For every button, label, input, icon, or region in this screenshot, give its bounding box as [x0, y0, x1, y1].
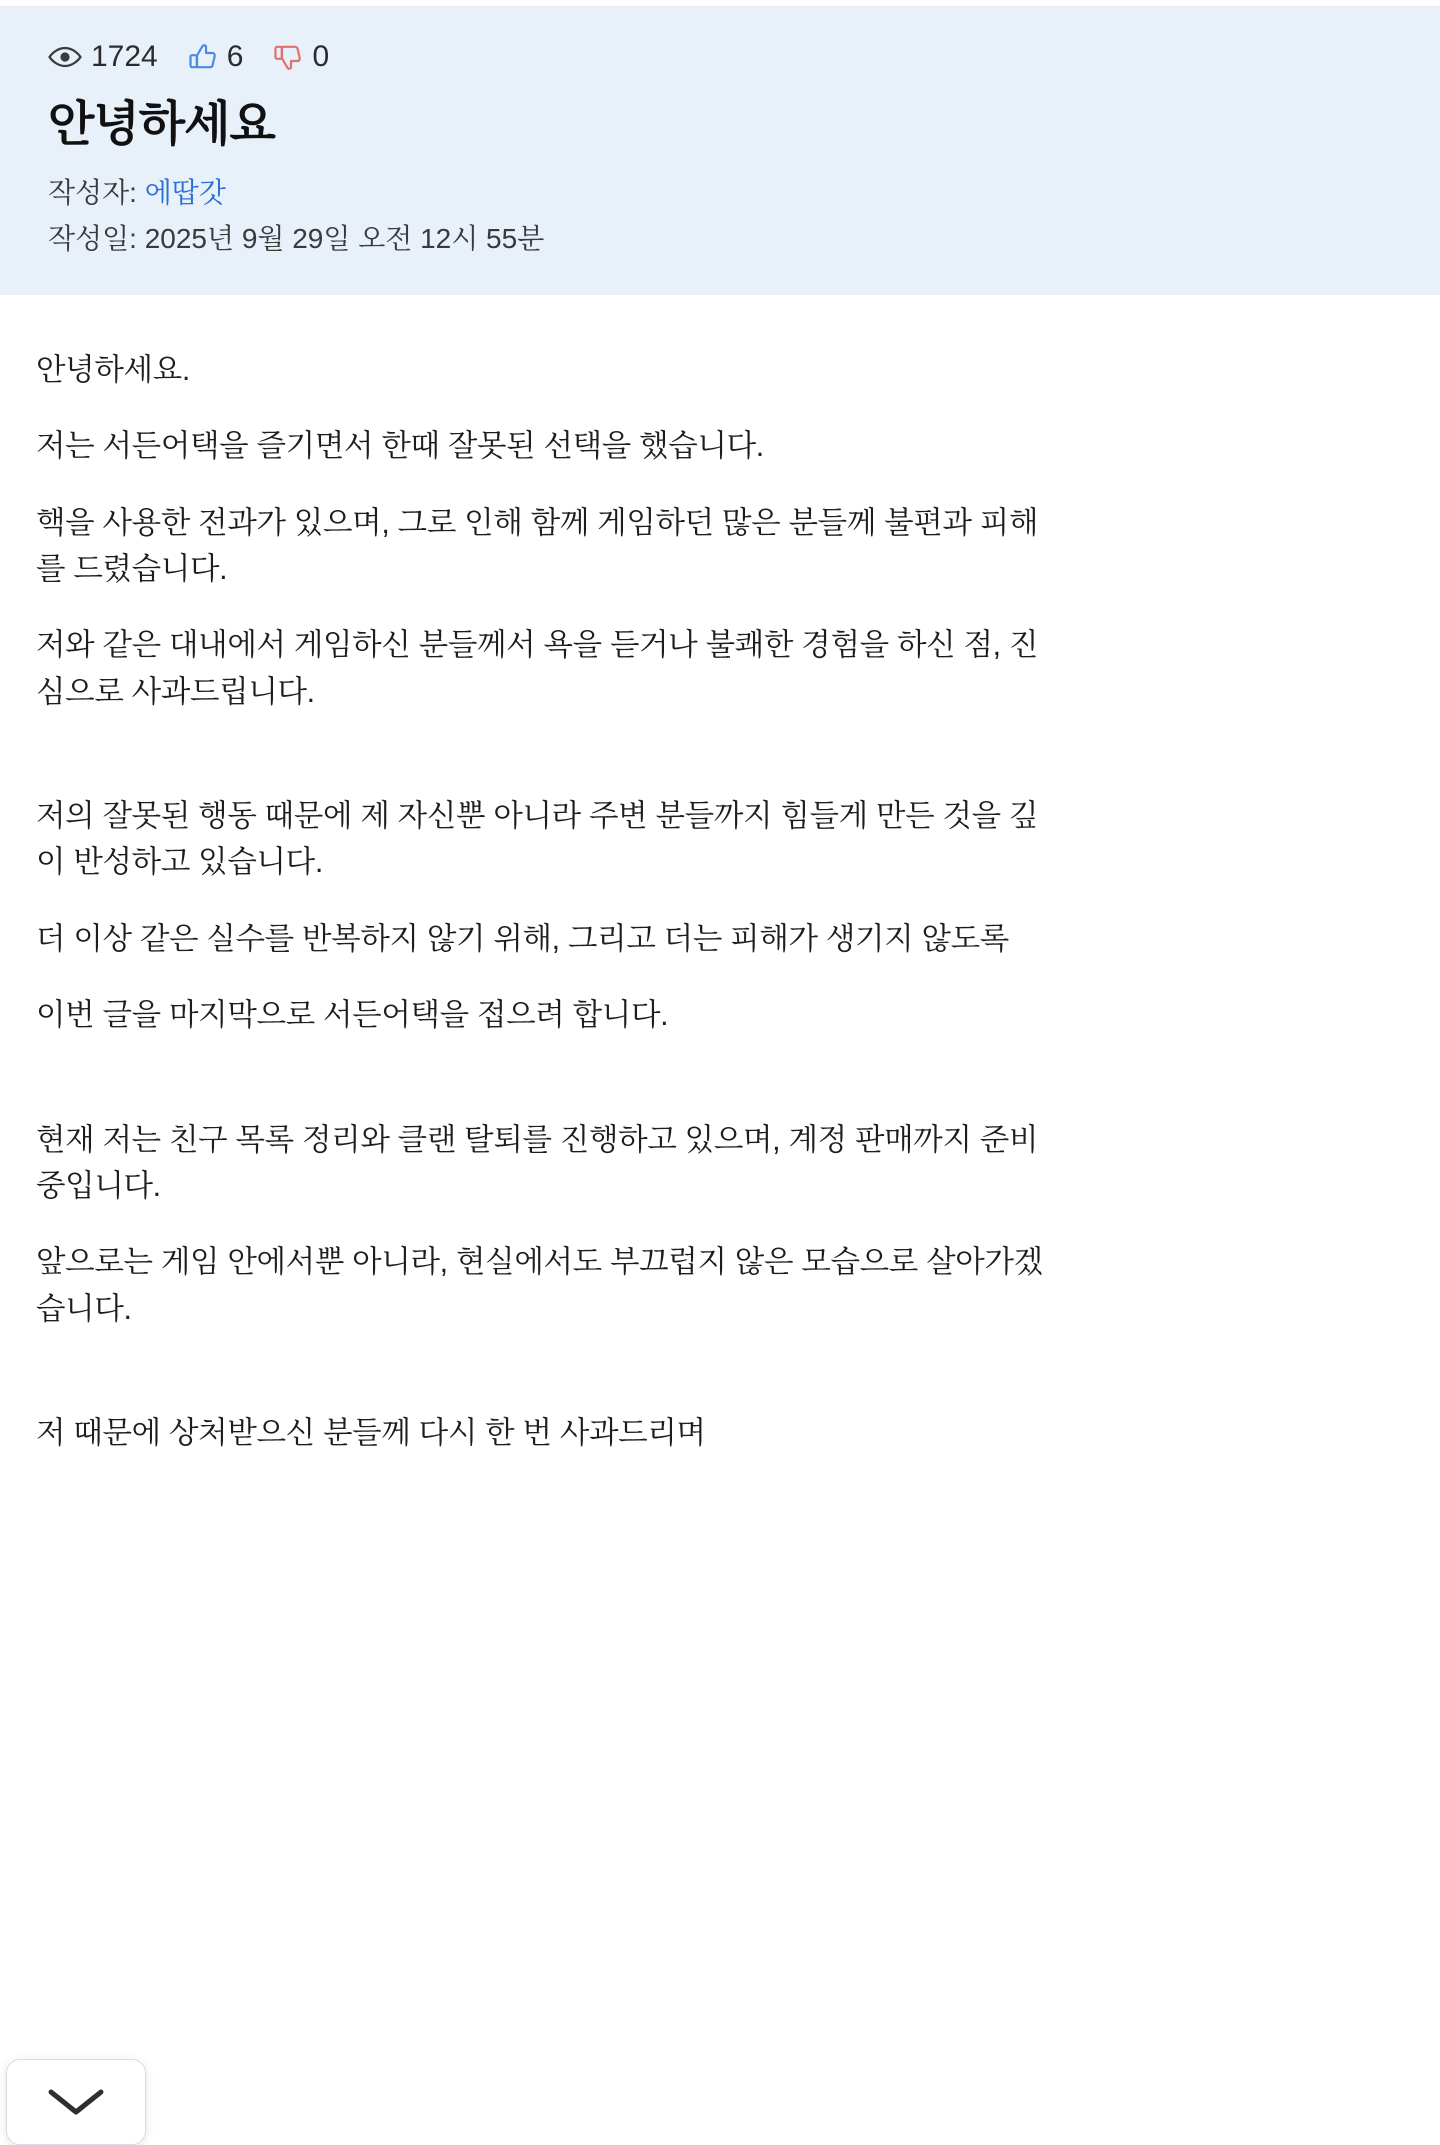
date-label: 작성일: [48, 222, 137, 254]
view-count-value: 1724 [91, 40, 158, 73]
collapse-button[interactable] [6, 2059, 146, 2145]
post-paragraph: 저와 같은 대내에서 게임하신 분들께서 욕을 듣거나 불쾌한 경험을 하신 점, 진심으로 사과드립니다. [36, 628, 1039, 709]
post-paragraph: 더 이상 같은 실수를 반복하지 않기 위해, 그리고 더는 피해가 생기지 않도록 [36, 921, 1009, 956]
post-paragraph: 저는 서든어택을 즐기면서 한때 잘못된 선택을 했습니다. [36, 429, 764, 464]
byline-author-row [48, 170, 1392, 215]
author-label: 작성자: [48, 177, 137, 209]
post-body [0, 295, 1440, 1456]
date-value: 2025년 9월 29일 오전 12시 55분 [144, 222, 545, 254]
like-count-value: 6 [226, 40, 244, 73]
like-count[interactable] [188, 42, 244, 72]
post-paragraph: 이번 글을 마지막으로 서든어택을 접으려 합니다. [36, 998, 669, 1033]
post-paragraph: 앞으로는 게임 안에서뿐 아니라, 현실에서도 부끄럽지 않은 모습으로 살아가겠습니다. [36, 1245, 1043, 1326]
thumbs-down-icon[interactable] [273, 42, 303, 72]
author-link[interactable]: 에땁갓 [144, 177, 226, 209]
byline-date-row [48, 216, 1392, 261]
eye-icon [48, 45, 82, 69]
post-paragraph: 안녕하세요. [36, 352, 190, 387]
post-paragraph: 핵을 사용한 전과가 있으며, 그로 인해 함께 게임하던 많은 분들께 불편과 피해를 드렸습니다. [36, 505, 1039, 586]
chevron-down-icon [45, 2084, 107, 2120]
dislike-count[interactable] [273, 42, 329, 72]
thumbs-up-icon[interactable] [188, 42, 218, 72]
top-edge-divider [0, 0, 1440, 7]
view-count [48, 42, 158, 72]
page-title: 안녕하세요 [48, 98, 275, 151]
post-header [0, 7, 1440, 295]
post-paragraph: 저 때문에 상처받으신 분들께 다시 한 번 사과드리며 [36, 1415, 706, 1450]
post-stats-row [48, 37, 1392, 77]
post-paragraph: 저의 잘못된 행동 때문에 제 자신뿐 아니라 주변 분들까지 힘들게 만든 것을 깊이 반성하고 있습니다. [36, 799, 1039, 880]
dislike-count-value: 0 [312, 40, 330, 73]
byline [48, 170, 1392, 261]
post-paragraph: 현재 저는 친구 목록 정리와 클랜 탈퇴를 진행하고 있으며, 계정 판매까지 준비 중입니다. [36, 1122, 1039, 1203]
